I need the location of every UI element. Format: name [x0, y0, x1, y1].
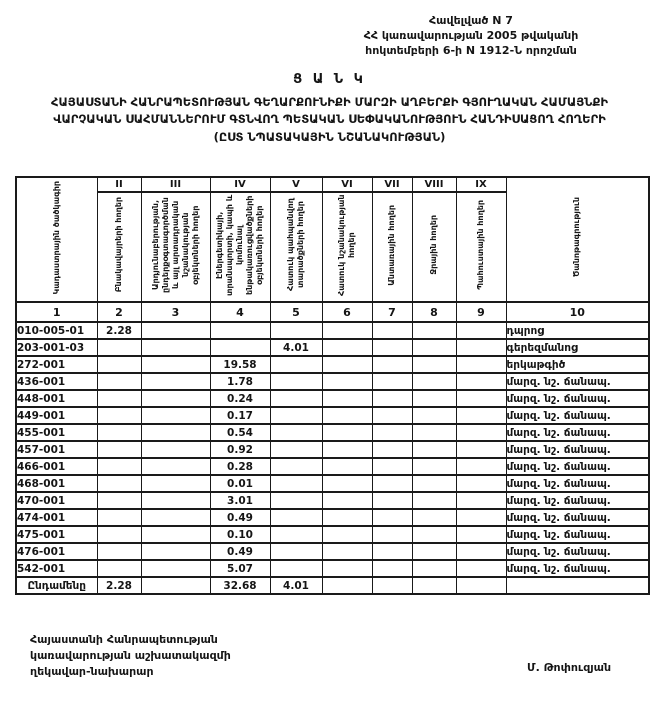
- cell-area-value: [97, 492, 141, 509]
- signature-name: Մ. Թոփուզյան: [527, 661, 612, 674]
- cell-area-value: 0.01: [210, 475, 270, 492]
- cell-area-value: [456, 339, 506, 356]
- cell-area-value: 0.10: [210, 526, 270, 543]
- column-number: 2: [97, 302, 141, 322]
- cell-area-value: [97, 526, 141, 543]
- cell-area-value: 0.49: [210, 543, 270, 560]
- cell-area-value: [210, 322, 270, 339]
- cell-area-value: [322, 543, 372, 560]
- table-row: [16, 441, 649, 458]
- cell-area-value: [141, 543, 210, 560]
- footer-line: կառավարության աշխատակազմի: [30, 648, 231, 662]
- cell-area-value: [322, 509, 372, 526]
- header-cadastral-code: [16, 177, 97, 302]
- column-number: 3: [141, 302, 210, 322]
- table-row: [16, 373, 649, 390]
- cell-note: մարզ. նշ. ճանապ.: [506, 560, 649, 577]
- cell-area-value: [372, 526, 412, 543]
- cell-area-value: [322, 407, 372, 424]
- cell-area-value: [456, 390, 506, 407]
- cell-area-value: [372, 560, 412, 577]
- cell-area-value: [270, 407, 322, 424]
- cell-area-value: [270, 543, 322, 560]
- roman-numeral: VII: [372, 177, 412, 192]
- cell-area-value: 1.78: [210, 373, 270, 390]
- header-cadastral-code-label: Կադաստրային ծածկագիր: [51, 180, 61, 295]
- cell-area-value: [456, 441, 506, 458]
- document-subtitle: [0, 94, 659, 146]
- table-row: [16, 390, 649, 407]
- cell-area-value: [412, 560, 456, 577]
- cell-area-value: [412, 356, 456, 373]
- cell-area-value: [97, 441, 141, 458]
- column-number: 1: [16, 302, 97, 322]
- cell-note: մարզ. նշ. ճանապ.: [506, 458, 649, 475]
- cell-area-value: [141, 509, 210, 526]
- cell-note: մարզ. նշ. ճանապ.: [506, 543, 649, 560]
- cell-total-value: [456, 577, 506, 594]
- cell-area-value: 5.07: [210, 560, 270, 577]
- header-water-lands: Ջրային հողեր: [412, 192, 456, 302]
- cell-area-value: [456, 407, 506, 424]
- cell-area-value: [372, 441, 412, 458]
- cell-area-value: [270, 458, 322, 475]
- cell-area-value: 4.01: [270, 339, 322, 356]
- cell-area-value: [372, 373, 412, 390]
- roman-numeral: IX: [456, 177, 506, 192]
- cell-area-value: [322, 373, 372, 390]
- cell-area-value: [322, 526, 372, 543]
- cell-area-value: [412, 339, 456, 356]
- table-row: [16, 322, 649, 339]
- cell-area-value: [97, 475, 141, 492]
- cell-note: մարզ. նշ. ճանապ.: [506, 390, 649, 407]
- cell-cadastral-code: 475-001: [16, 526, 97, 543]
- footer-line: Հայաստանի Հանրապետության: [30, 633, 218, 646]
- cell-area-value: [322, 322, 372, 339]
- total-row: [16, 577, 649, 594]
- cell-area-value: [412, 322, 456, 339]
- header-note: [506, 177, 649, 302]
- cell-area-value: [456, 458, 506, 475]
- cell-cadastral-code: 448-001: [16, 390, 97, 407]
- cell-area-value: [372, 322, 412, 339]
- cell-area-value: 0.92: [210, 441, 270, 458]
- column-number: 9: [456, 302, 506, 322]
- cell-note: մարզ. նշ. ճանապ.: [506, 424, 649, 441]
- table-row: [16, 458, 649, 475]
- cell-cadastral-code: 542-001: [16, 560, 97, 577]
- cell-cadastral-code: 474-001: [16, 509, 97, 526]
- cell-area-value: [456, 526, 506, 543]
- cell-area-value: [456, 373, 506, 390]
- cell-area-value: [97, 356, 141, 373]
- cell-area-value: [97, 509, 141, 526]
- appendix-line: հոկտեմբերի 6-ի N 1912-Ն որոշման: [365, 43, 577, 57]
- cell-area-value: [456, 322, 506, 339]
- column-number: 5: [270, 302, 322, 322]
- cell-area-value: [412, 543, 456, 560]
- cell-area-value: 3.01: [210, 492, 270, 509]
- cell-area-value: [97, 458, 141, 475]
- cell-area-value: [372, 339, 412, 356]
- roman-numeral: III: [141, 177, 210, 192]
- cell-area-value: [456, 475, 506, 492]
- roman-numeral: V: [270, 177, 322, 192]
- table-row: [16, 356, 649, 373]
- cell-area-value: [270, 424, 322, 441]
- column-number: 10: [506, 302, 649, 322]
- cell-total-value: 4.01: [270, 577, 322, 594]
- roman-numeral-row: [16, 177, 649, 192]
- cell-area-value: [270, 441, 322, 458]
- subtitle-line: ՎԱՐՉԱԿԱՆ ՍԱՀՄԱՆՆԵՐՈՒՄ ԳՏՆՎՈՂ ՊԵՏԱԿԱՆ ՍԵՓԱԿԱՆՈՒԹՅՈՒՆ ՀԱՆԴԻՍԱՑՈՂ ՀՈՂԵՐԻ: [53, 112, 606, 127]
- cell-total-label: Ընդամենը: [16, 577, 97, 594]
- cell-area-value: [322, 390, 372, 407]
- cell-area-value: 19.58: [210, 356, 270, 373]
- cell-area-value: [322, 441, 372, 458]
- cell-area-value: [270, 356, 322, 373]
- column-number-row: [16, 302, 649, 322]
- table-row: [16, 492, 649, 509]
- cell-area-value: 2.28: [97, 322, 141, 339]
- cell-area-value: [412, 407, 456, 424]
- cell-cadastral-code: 455-001: [16, 424, 97, 441]
- cell-area-value: [141, 441, 210, 458]
- cell-total-value: [322, 577, 372, 594]
- cell-area-value: [372, 475, 412, 492]
- cell-area-value: [372, 356, 412, 373]
- cell-note: մարզ. նշ. ճանապ.: [506, 475, 649, 492]
- cell-cadastral-code: 468-001: [16, 475, 97, 492]
- cell-note: երկաթգիծ: [506, 356, 649, 373]
- cell-total-note: [506, 577, 649, 594]
- cell-area-value: [322, 475, 372, 492]
- cell-area-value: [412, 475, 456, 492]
- cell-area-value: [270, 390, 322, 407]
- cell-note: մարզ. նշ. ճանապ.: [506, 492, 649, 509]
- cell-area-value: [270, 373, 322, 390]
- cell-area-value: [412, 424, 456, 441]
- cell-cadastral-code: 476-001: [16, 543, 97, 560]
- cell-area-value: [322, 560, 372, 577]
- cell-area-value: 0.17: [210, 407, 270, 424]
- cell-area-value: [141, 407, 210, 424]
- cell-area-value: 0.54: [210, 424, 270, 441]
- cell-area-value: [322, 424, 372, 441]
- cell-cadastral-code: 470-001: [16, 492, 97, 509]
- cell-area-value: [372, 543, 412, 560]
- column-number: 4: [210, 302, 270, 322]
- cell-area-value: [141, 373, 210, 390]
- table-row: [16, 475, 649, 492]
- roman-numeral: VI: [322, 177, 372, 192]
- cell-cadastral-code: 010-005-01: [16, 322, 97, 339]
- cell-total-value: [372, 577, 412, 594]
- cell-note: մարզ. նշ. ճանապ.: [506, 509, 649, 526]
- cell-area-value: [97, 373, 141, 390]
- cell-total-value: [141, 577, 210, 594]
- cell-area-value: [141, 475, 210, 492]
- cell-area-value: [97, 424, 141, 441]
- cell-area-value: [372, 458, 412, 475]
- cell-area-value: [412, 509, 456, 526]
- cell-area-value: [141, 424, 210, 441]
- cell-area-value: [141, 322, 210, 339]
- document-title: Ց Ա Ն Կ: [293, 72, 366, 87]
- cell-area-value: [372, 509, 412, 526]
- cell-note: մարզ. նշ. ճանապ.: [506, 526, 649, 543]
- header-energy-transport-lands: Էներգետիկայի, տրանսպորտի, կապի և կոմունալ ենթակառուցվածքների օբյեկտների հողեր: [210, 192, 270, 302]
- column-number: 7: [372, 302, 412, 322]
- cell-area-value: [412, 390, 456, 407]
- cell-area-value: [97, 390, 141, 407]
- table-row: [16, 526, 649, 543]
- cell-area-value: [456, 356, 506, 373]
- appendix-line: Հավելված N 7: [429, 14, 513, 27]
- cell-note: մարզ. նշ. ճանապ.: [506, 441, 649, 458]
- cell-area-value: [270, 526, 322, 543]
- cell-area-value: 0.28: [210, 458, 270, 475]
- cell-area-value: [456, 509, 506, 526]
- cell-area-value: [322, 339, 372, 356]
- roman-numeral: VIII: [412, 177, 456, 192]
- cell-cadastral-code: 449-001: [16, 407, 97, 424]
- cell-area-value: [412, 492, 456, 509]
- column-number: 8: [412, 302, 456, 322]
- cell-area-value: [97, 543, 141, 560]
- cell-area-value: [372, 424, 412, 441]
- cell-area-value: [270, 492, 322, 509]
- cell-area-value: [456, 492, 506, 509]
- header-settlement-lands: Բնակավայրերի հողեր: [97, 192, 141, 302]
- cell-area-value: [270, 509, 322, 526]
- cell-area-value: [141, 339, 210, 356]
- column-number: 6: [322, 302, 372, 322]
- cell-area-value: [456, 560, 506, 577]
- cell-area-value: [412, 441, 456, 458]
- cell-note: մարզ. նշ. ճանապ.: [506, 407, 649, 424]
- cell-total-value: 32.68: [210, 577, 270, 594]
- cell-note: դպրոց: [506, 322, 649, 339]
- roman-numeral: IV: [210, 177, 270, 192]
- appendix-line: ՀՀ կառավարության 2005 թվականի: [363, 28, 579, 42]
- cell-area-value: [141, 492, 210, 509]
- header-industrial-lands: Արդյունաբերության, ընդերքօգտագործման և այլ արտադրական նշանակության օբյեկտների հողեր: [141, 192, 210, 302]
- cell-area-value: [270, 322, 322, 339]
- appendix-reference: [292, 14, 650, 59]
- cell-total-value: 2.28: [97, 577, 141, 594]
- cell-area-value: [372, 390, 412, 407]
- header-note-label: Ծանոթագրություն: [572, 197, 582, 278]
- table-row: [16, 509, 649, 526]
- cell-area-value: [412, 526, 456, 543]
- cell-area-value: [141, 458, 210, 475]
- cell-total-value: [412, 577, 456, 594]
- cell-area-value: [141, 390, 210, 407]
- cell-cadastral-code: 203-001-03: [16, 339, 97, 356]
- cell-area-value: [372, 407, 412, 424]
- cell-cadastral-code: 436-001: [16, 373, 97, 390]
- cell-area-value: [141, 560, 210, 577]
- cell-area-value: [97, 407, 141, 424]
- cell-area-value: 0.49: [210, 509, 270, 526]
- subtitle-line: (ԸՍՏ ՆՊԱՏԱԿԱՅԻՆ ՆՇԱՆԱԿՈՒԹՅԱՆ): [213, 129, 446, 144]
- cell-area-value: [372, 492, 412, 509]
- cell-note: մարզ. նշ. ճանապ.: [506, 373, 649, 390]
- cell-area-value: [322, 492, 372, 509]
- subtitle-line: ՀԱՅԱՍՏԱՆԻ ՀԱՆՐԱՊԵՏՈՒԹՅԱՆ ԳԵՂԱՐՔՈՒՆԻՔԻ ՄԱՐԶԻ ԱՂԲԵՐՔԻ ԳՅՈՒՂԱԿԱՆ ՀԱՄԱՅՆՔԻ: [50, 95, 609, 109]
- table-row: [16, 407, 649, 424]
- table-row: [16, 339, 649, 356]
- cell-area-value: 0.24: [210, 390, 270, 407]
- footer-signatory-title: [30, 632, 231, 680]
- cell-area-value: [412, 373, 456, 390]
- cell-area-value: [322, 458, 372, 475]
- header-special-purpose-lands: Հատուկ նշանակության հողեր: [322, 192, 372, 302]
- cell-area-value: [97, 560, 141, 577]
- cell-area-value: [97, 339, 141, 356]
- cell-area-value: [456, 424, 506, 441]
- table-row: [16, 424, 649, 441]
- cell-cadastral-code: 272-001: [16, 356, 97, 373]
- cell-area-value: [412, 458, 456, 475]
- cell-area-value: [456, 543, 506, 560]
- land-parcels-table: [15, 176, 650, 595]
- cell-cadastral-code: 457-001: [16, 441, 97, 458]
- footer-line: ղեկավար-նախարար: [30, 664, 154, 678]
- header-protected-areas-lands: Հատուկ պահպանվող տարածքների հողեր: [270, 192, 322, 302]
- roman-numeral: II: [97, 177, 141, 192]
- cell-area-value: [210, 339, 270, 356]
- cell-cadastral-code: 466-001: [16, 458, 97, 475]
- cell-area-value: [322, 356, 372, 373]
- cell-area-value: [141, 356, 210, 373]
- header-forest-lands: Անտառային հողեր: [372, 192, 412, 302]
- cell-note: գերեզմանոց: [506, 339, 649, 356]
- cell-area-value: [270, 560, 322, 577]
- cell-area-value: [270, 475, 322, 492]
- table-row: [16, 560, 649, 577]
- table-row: [16, 543, 649, 560]
- table-body: [16, 322, 649, 594]
- cell-area-value: [141, 526, 210, 543]
- header-reserve-lands: Պահուստային հողեր: [456, 192, 506, 302]
